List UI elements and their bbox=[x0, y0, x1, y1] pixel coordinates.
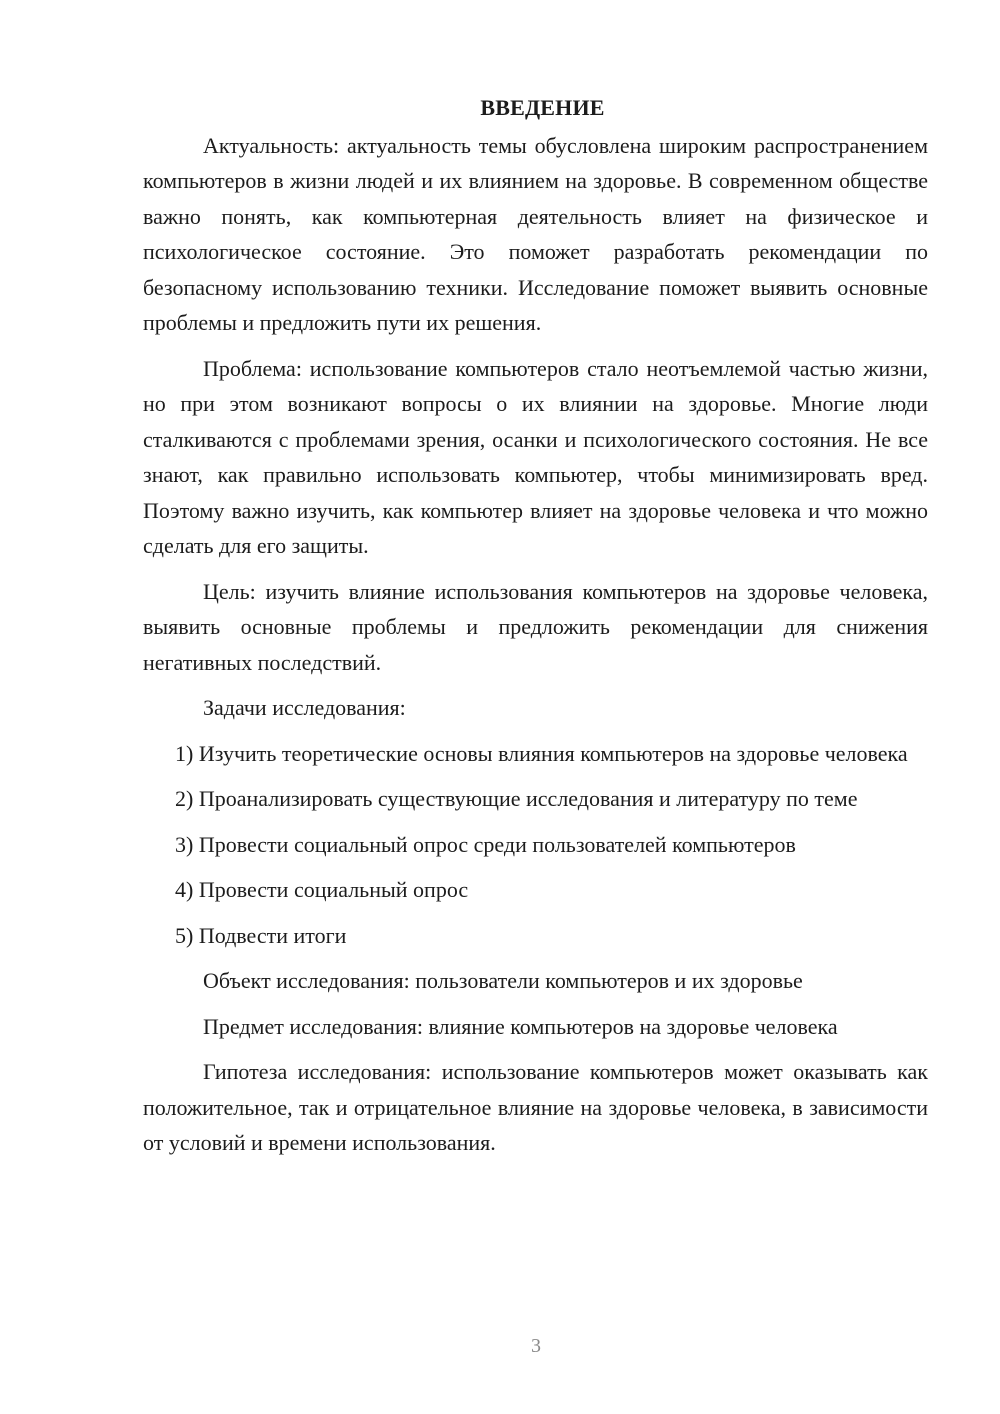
page-number: 3 bbox=[531, 1335, 541, 1357]
task-item-3: 3) Провести социальный опрос среди пользователей компьютеров bbox=[175, 831, 796, 857]
research-object: Объект исследования: пользователи компьютеров и их здоровье bbox=[203, 968, 803, 993]
task-item-1: 1) Изучить теоретические основы влияния компьютеров на здоровье человека bbox=[175, 740, 908, 766]
section-title: ВВЕДЕНИЕ bbox=[480, 95, 605, 120]
hypothesis-paragraph: Гипотеза исследования: использование компьютеров может оказывать как положительное, так и отрицательное влияние на здоровье человека, в зависимости от условий и времени использования. bbox=[143, 1059, 928, 1155]
relevance-paragraph: Актуальность: актуальность темы обусловлена широким распространением компьютеров в жизни людей и их влиянием на здоровье. В современном обществе важно понять, как компьютерная деятельность влияет на физическое и психологическое состояние. Это поможет разработать рекомендации по безопасному использованию техники. Исследование поможет выявить основные проблемы и предложить пути их решения. bbox=[143, 132, 928, 335]
task-item-5: 5) Подвести итоги bbox=[175, 922, 347, 948]
tasks-heading: Задачи исследования: bbox=[203, 695, 406, 720]
document-body bbox=[143, 90, 928, 1161]
research-subject: Предмет исследования: влияние компьютеров на здоровье человека bbox=[203, 1013, 838, 1039]
problem-paragraph: Проблема: использование компьютеров стало неотъемлемой частью жизни, но при этом возникают вопросы о их влиянии на здоровье. Многие люди сталкиваются с проблемами зрения, осанки и психологического состояния. Не все знают, как правильно использовать компьютер, чтобы минимизировать вред. Поэтому важно изучить, как компьютер влияет на здоровье человека и что можно сделать для его защиты. bbox=[143, 355, 928, 558]
goal-paragraph: Цель: изучить влияние использования компьютеров на здоровье человека, выявить основные проблемы и предложить рекомендации для снижения негативных последствий. bbox=[143, 578, 928, 675]
task-item-2: 2) Проанализировать существующие исследования и литературу по теме bbox=[175, 786, 858, 811]
task-item-4: 4) Провести социальный опрос bbox=[175, 877, 469, 902]
